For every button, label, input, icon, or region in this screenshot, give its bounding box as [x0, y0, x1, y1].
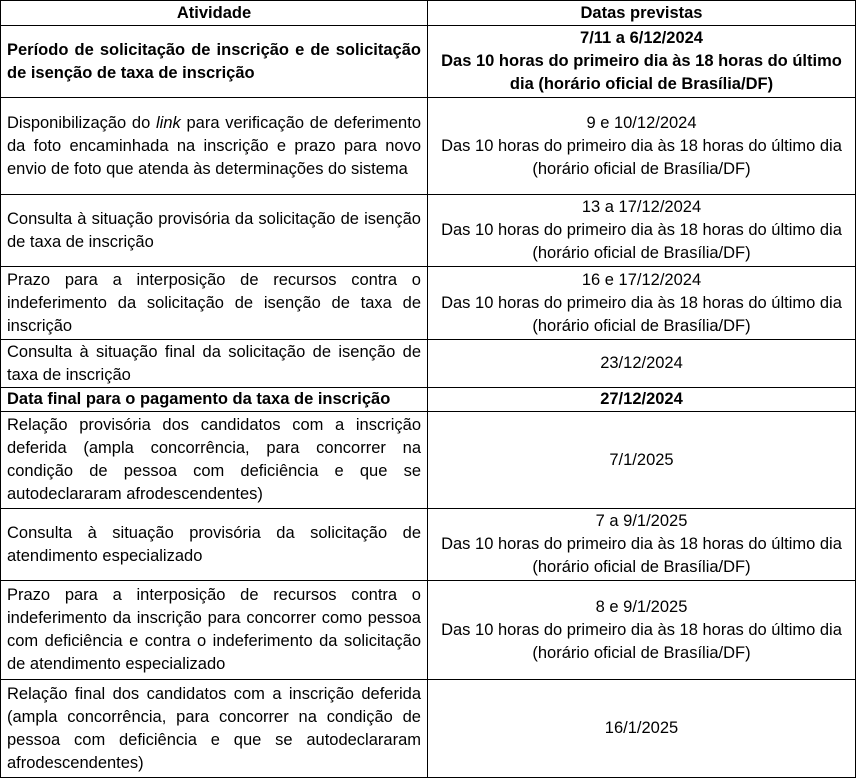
table-row [1, 388, 856, 412]
table-row [1, 412, 856, 509]
date-text: 8 e 9/1/2025 [595, 597, 688, 616]
activity-text: Disponibilização do [7, 113, 151, 132]
dates-cell [428, 267, 856, 340]
table-row [1, 340, 856, 388]
dates-cell [428, 26, 856, 98]
activity-cell: Relação final dos candidatos com a inscrição deferida (ampla concorrência, para concorrer na condição de pessoa com deficiência e que se autodeclararam afrodescendentes) [1, 680, 428, 778]
time-text: Das 10 horas do primeiro dia às 18 horas do último dia (horário oficial de Brasília/DF) [441, 136, 842, 178]
header-dates: Datas previstas [428, 1, 856, 26]
activity-cell: Prazo para a interposição de recursos contra o indeferimento da inscrição para concorrer como pessoa com deficiência e contra o indeferimento da solicitação de atendimento especializado [1, 581, 428, 680]
dates-cell [428, 680, 856, 778]
date-text: 27/12/2024 [600, 390, 683, 408]
table-row [1, 195, 856, 267]
time-text: Das 10 horas do primeiro dia às 18 horas do último dia (horário oficial de Brasília/DF) [441, 52, 842, 93]
table-row [1, 680, 856, 778]
date-text: 7/11 a 6/12/2024 [580, 29, 703, 47]
date-text: 7 a 9/1/2025 [595, 512, 688, 530]
table-row [1, 26, 856, 98]
table-row [1, 267, 856, 340]
activity-cell: Período de solicitação de inscrição e de solicitação de isenção de taxa de inscrição [1, 26, 428, 98]
date-text: 16 e 17/12/2024 [581, 270, 702, 289]
dates-cell [428, 581, 856, 680]
dates-cell [428, 98, 856, 195]
activity-text: para verificação de deferimento da foto encaminhada na inscrição e prazo para novo envio de foto que atenda às determinações do sistema [7, 113, 421, 178]
table-row [1, 509, 856, 581]
activity-cell: Consulta à situação provisória da solicitação de isenção de taxa de inscrição [1, 195, 428, 267]
header-activity: Atividade [1, 1, 428, 26]
activity-italic-text: link [156, 113, 181, 132]
date-text: 7/1/2025 [609, 450, 674, 469]
date-text: 13 a 17/12/2024 [581, 198, 702, 216]
activity-cell: Consulta à situação final da solicitação de isenção de taxa de inscrição [1, 340, 428, 388]
header-row [1, 1, 856, 26]
dates-cell [428, 195, 856, 267]
date-text: 23/12/2024 [600, 354, 683, 372]
date-text: 9 e 10/12/2024 [586, 113, 697, 132]
dates-cell [428, 509, 856, 581]
activity-cell: Prazo para a interposição de recursos contra o indeferimento da solicitação de isenção de taxa de inscrição [1, 267, 428, 340]
activity-cell: Relação provisória dos candidatos com a inscrição deferida (ampla concorrência, para concorrer na condição de pessoa com deficiência e que se autodeclararam afrodescendentes) [1, 412, 428, 509]
dates-cell [428, 340, 856, 388]
activity-cell: Consulta à situação provisória da solicitação de atendimento especializado [1, 509, 428, 581]
table-row [1, 581, 856, 680]
time-text: Das 10 horas do primeiro dia às 18 horas do último dia (horário oficial de Brasília/DF) [441, 535, 842, 576]
time-text: Das 10 horas do primeiro dia às 18 horas do último dia (horário oficial de Brasília/DF) [441, 221, 842, 262]
dates-cell [428, 388, 856, 412]
table-row [1, 98, 856, 195]
activity-cell [1, 98, 428, 195]
time-text: Das 10 horas do primeiro dia às 18 horas do último dia (horário oficial de Brasília/DF) [441, 293, 842, 335]
date-text: 16/1/2025 [604, 719, 679, 737]
activity-cell: Data final para o pagamento da taxa de inscrição [1, 388, 428, 412]
time-text: Das 10 horas do primeiro dia às 18 horas do último dia (horário oficial de Brasília/DF) [441, 620, 842, 662]
dates-cell [428, 412, 856, 509]
